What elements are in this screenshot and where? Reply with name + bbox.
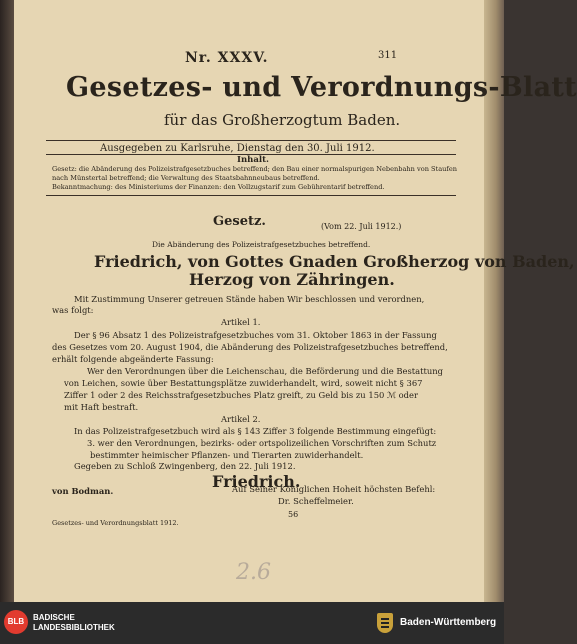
article-2-line: 3. wer den Verordnungen, bezirks- oder ortspolizeilichen Vorschriften zum Schutz [87, 438, 437, 448]
issue-date: Ausgegeben zu Karlsruhe, Dienstag den 30. Juli 1912. [100, 143, 375, 154]
article-1-line: erhält folgende abgeänderte Fassung: [52, 354, 214, 364]
sheet-number: 56 [288, 510, 299, 519]
article-1-line: Der § 96 Absatz 1 des Polizeistrafgesetzbuches vom 31. Oktober 1863 in der Fassung [74, 330, 437, 340]
library-line-1: BADISCHE [33, 613, 75, 622]
given-line: Gegeben zu Schloß Zwingenberg, den 22. Juli 1912. [74, 461, 296, 471]
blb-logo-icon[interactable]: BLB [4, 610, 28, 634]
article-1-line: Ziffer 1 oder 2 des Reichsstrafgesetzbuches Platz greift, zu Geld bis zu 150 ℳ oder [64, 390, 418, 400]
journal-footer: Gesetzes- und Verordnungsblatt 1912. [52, 519, 179, 527]
preamble-line: Mit Zustimmung Unserer getreuen Stände haben Wir beschlossen und verordnen, [74, 294, 425, 304]
document-page [14, 0, 577, 602]
countersign-left: von Bodman. [52, 486, 114, 496]
library-line-2: LANDESBIBLIOTHEK [33, 623, 115, 632]
article-1-line: von Leichen, sowie über Bestattungsplätze zuwiderhandelt, wird, soweit nicht § 367 [64, 378, 423, 388]
article-1-line: mit Haft bestraft. [64, 402, 139, 412]
article-1-line: Wer den Verordnungen über die Leichenschau, die Beförderung und die Bestattung [87, 366, 444, 376]
pencil-note: 2.6 [236, 560, 271, 585]
sovereign-line-2: Herzog von Zähringen. [189, 270, 395, 289]
law-date: (Vom 22. Juli 1912.) [321, 222, 402, 231]
contents-heading: Inhalt. [237, 155, 269, 165]
journal-title: Gesetzes- und Verordnungs-Blatt [66, 72, 577, 103]
rule-contents [46, 195, 456, 196]
contents-line: Gesetz: die Abänderung des Polizeistrafgesetzbuches betreffend; den Bau einer normalspurigen Nebenbahn von Staufen [52, 165, 457, 173]
rule-top [46, 140, 456, 141]
page-number: 311 [378, 50, 398, 61]
crest-lions-icon [381, 617, 389, 629]
sovereign-signature: Friedrich. [212, 472, 301, 491]
state-name[interactable]: Baden-Württemberg [400, 617, 497, 628]
article-1-heading: Artikel 1. [221, 317, 261, 327]
law-subject: Die Abänderung des Polizeistrafgesetzbuches betreffend. [152, 240, 371, 249]
contents-line: Bekanntmachung: des Ministeriums der Finanzen: den Vollzugstarif zum Gebührentarif betreffend. [52, 183, 385, 191]
law-heading: Gesetz. [213, 214, 266, 229]
countersign-right: Auf Seiner Königlichen Hoheit höchsten Befehl: [232, 484, 436, 494]
library-name[interactable] [33, 613, 115, 633]
preamble-line: was folgt: [52, 305, 94, 315]
journal-subtitle: für das Großherzogtum Baden. [164, 111, 401, 129]
issue-number: Nr. XXXV. [185, 50, 269, 66]
countersign-name: Dr. Scheffelmeier. [278, 496, 354, 506]
article-2-line: bestimmter heimischer Pflanzen- und Tierarten zuwiderhandelt. [90, 450, 364, 460]
article-1-line: des Gesetzes vom 20. August 1904, die Abänderung des Polizeistrafgesetzbuches betreffend, [52, 342, 448, 352]
sovereign-line-1: Friedrich, von Gottes Gnaden Großherzog von Baden, [94, 252, 575, 271]
article-2-line: In das Polizeistrafgesetzbuch wird als § 143 Ziffer 3 folgende Bestimmung eingefügt: [74, 426, 437, 436]
contents-line: nach Münstertal betreffend; die Verwaltung des Staatsbahnneubaus betreffend. [52, 174, 320, 182]
article-2-heading: Artikel 2. [221, 414, 261, 424]
book-spine [0, 0, 14, 602]
